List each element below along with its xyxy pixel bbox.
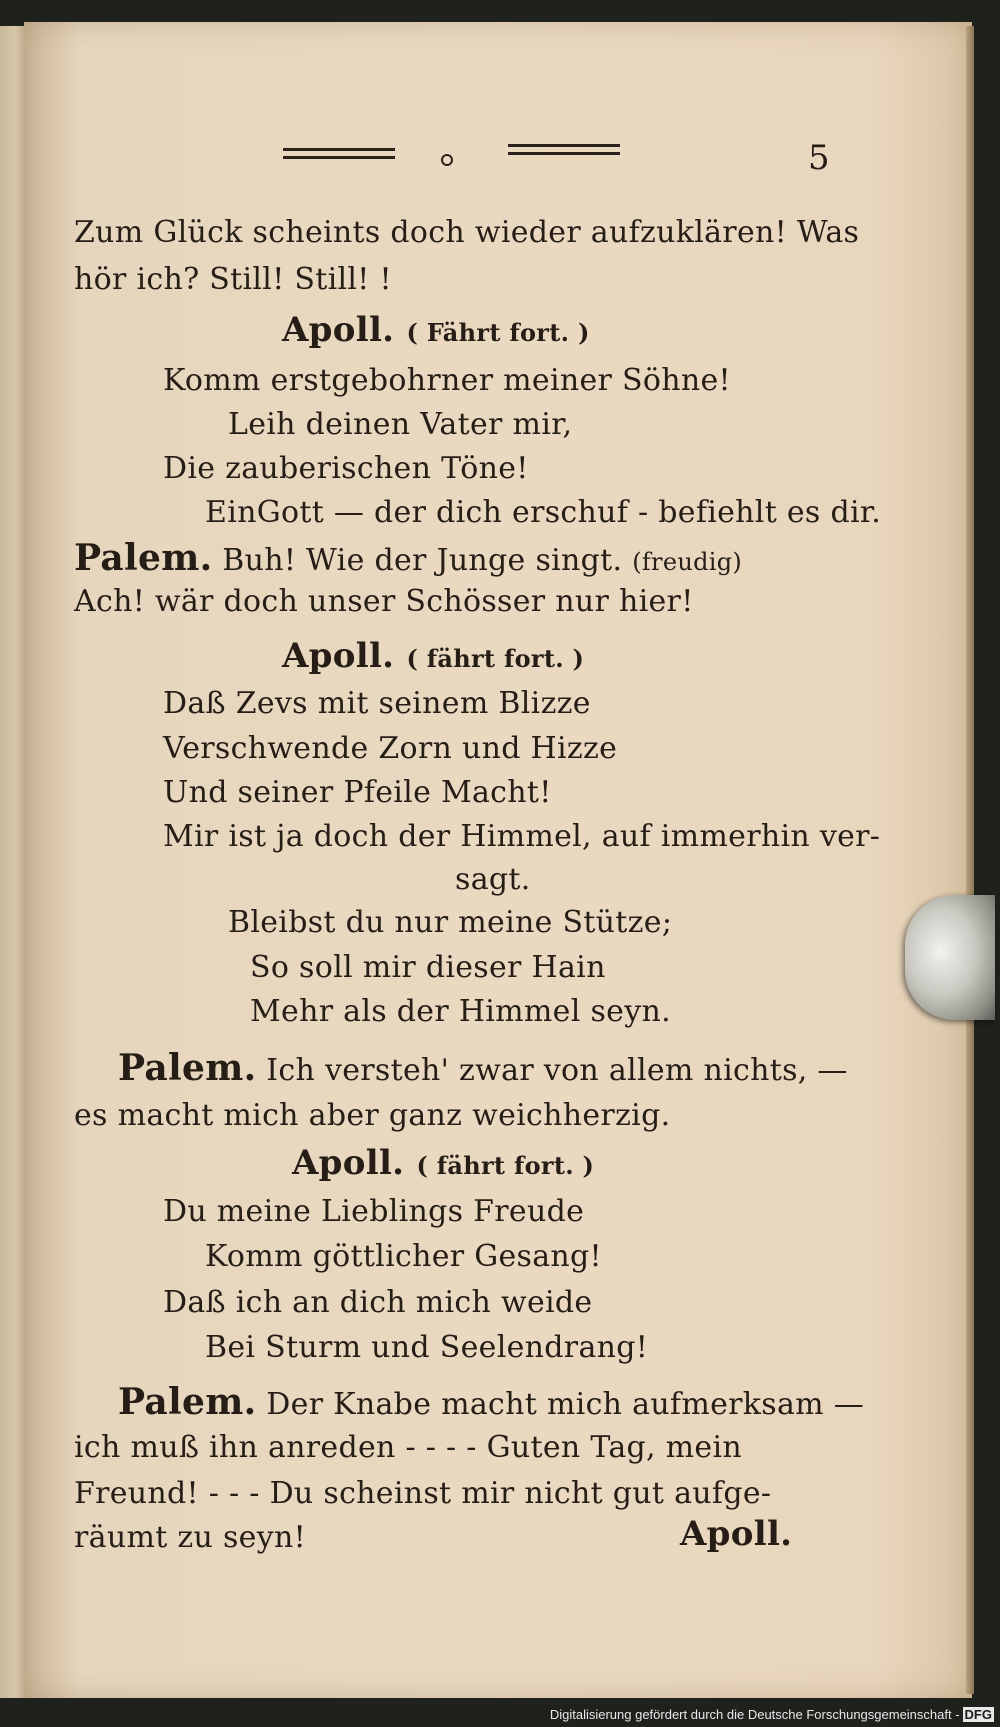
verse-line: EinGott — der dich erschuf - befiehlt es dir. — [205, 495, 882, 530]
verse-line: Daß ich an dich mich weide — [163, 1285, 593, 1320]
speaker-name: Apoll. — [282, 310, 395, 350]
right-page-edge — [966, 26, 974, 1694]
speaker-line — [118, 1048, 848, 1091]
speech-text: Ich versteh' zwar von allem nichts, — — [266, 1053, 848, 1088]
digitization-credit — [550, 1707, 994, 1722]
verse-line: Und seiner Pfeile Macht! — [163, 775, 552, 810]
speech-text: Buh! Wie der Junge singt. — [222, 543, 623, 578]
stage-direction: (freudig) — [632, 548, 743, 576]
text-line: Ach! wär doch unser Schösser nur hier! — [74, 584, 694, 619]
speaker-name: Apoll. — [292, 1143, 405, 1183]
stage-direction: ( Fährt fort. ) — [406, 318, 590, 347]
speaker-line — [282, 636, 584, 679]
verse-line: Komm göttlicher Gesang! — [205, 1239, 602, 1274]
text-line: ich muß ihn anreden - - - - Guten Tag, mein — [74, 1430, 742, 1465]
verse-line: Du meine Lieblings Freude — [163, 1194, 585, 1229]
verse-line: Leih deinen Vater mir, — [228, 407, 573, 442]
left-page-edge — [0, 26, 26, 1698]
speaker-name: Palem. — [74, 537, 213, 579]
text-line: hör ich? Still! Still! ! — [74, 262, 392, 297]
page-number: 5 — [808, 138, 830, 178]
header-ornament — [441, 154, 453, 166]
verse-line: Die zauberischen Töne! — [163, 451, 529, 486]
stage-direction: ( fährt fort. ) — [406, 644, 585, 673]
speaker-line — [74, 538, 742, 582]
speaker-name: Palem. — [118, 1381, 257, 1423]
dfg-logo: DFG — [964, 1707, 992, 1722]
speaker-line — [282, 310, 590, 353]
speech-text: Der Knabe macht mich aufmerksam — — [266, 1387, 865, 1422]
verse-line: So soll mir dieser Hain — [250, 950, 606, 985]
catchword: Apoll. — [680, 1514, 793, 1554]
speaker-name: Palem. — [118, 1047, 257, 1089]
speaker-line — [118, 1382, 864, 1425]
text-line: räumt zu seyn! — [74, 1520, 306, 1555]
metal-clip — [905, 895, 995, 1020]
verse-line: Komm erstgebohrner meiner Söhne! — [163, 363, 731, 398]
stage-direction: ( fährt fort. ) — [416, 1151, 595, 1180]
verse-line: Bleibst du nur meine Stütze; — [228, 905, 673, 940]
header-rule-right — [508, 144, 620, 155]
credit-text: Digitalisierung gefördert durch die Deutsche Forschungsgemeinschaft - — [549, 1707, 960, 1722]
verse-line: Mehr als der Himmel seyn. — [250, 994, 671, 1029]
verse-line: Mir ist ja doch der Himmel, auf immerhin ver- — [163, 819, 881, 854]
speaker-name: Apoll. — [282, 636, 395, 676]
verse-line: Verschwende Zorn und Hizze — [163, 731, 618, 766]
text-line: Freund! - - - Du scheinst mir nicht gut aufge- — [74, 1476, 772, 1511]
text-line: es macht mich aber ganz weichherzig. — [74, 1098, 671, 1133]
verse-line: Daß Zevs mit seinem Blizze — [163, 686, 591, 721]
text-line: Zum Glück scheints doch wieder aufzuklären! Was — [74, 215, 860, 250]
speaker-line — [292, 1143, 594, 1186]
header-rule-left — [283, 148, 395, 159]
verse-line: Bei Sturm und Seelendrang! — [205, 1330, 649, 1365]
verse-line: sagt. — [455, 862, 531, 897]
